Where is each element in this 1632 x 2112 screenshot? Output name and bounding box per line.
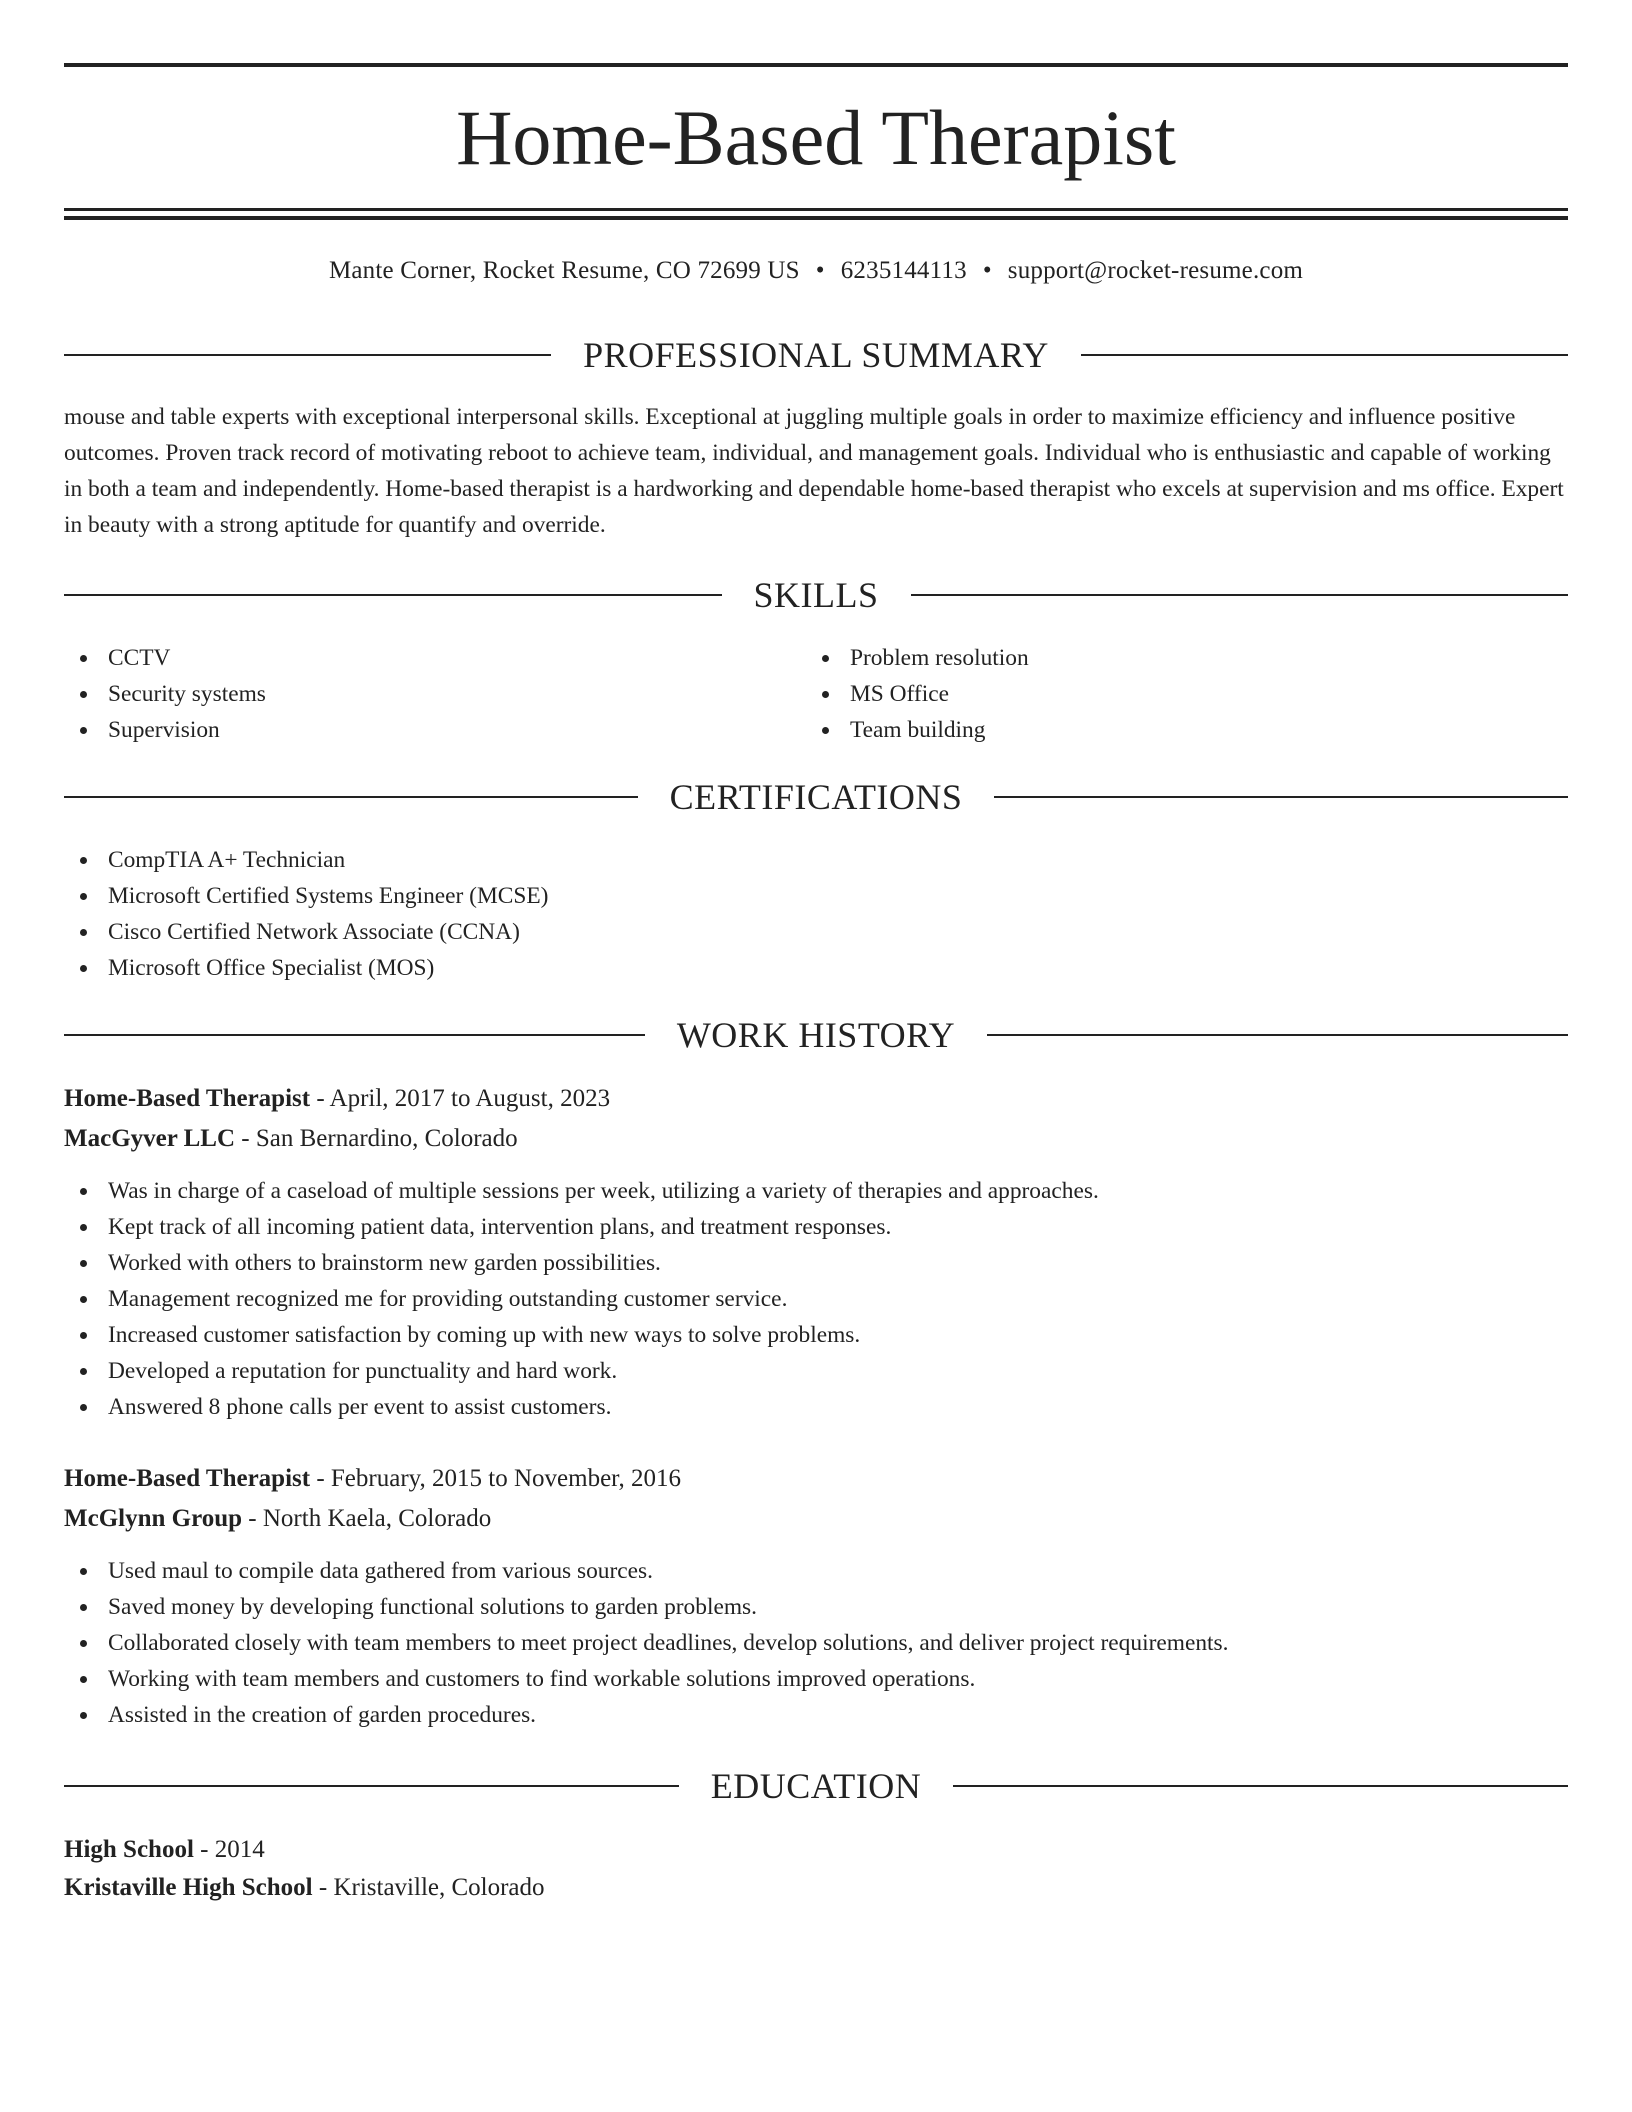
section-divider — [64, 1785, 679, 1787]
job-bullets — [64, 1173, 1099, 1425]
section-divider — [64, 354, 551, 356]
summary-section-header — [64, 330, 1568, 380]
work-heading: WORK HISTORY — [676, 1015, 956, 1055]
job-bullet: Management recognized me for providing outstanding customer service. — [64, 1281, 1099, 1317]
job-bullet: Was in charge of a caseload of multiple sessions per week, utilizing a variety of therapies and approaches. — [64, 1173, 1099, 1209]
summary-heading: PROFESSIONAL SUMMARY — [583, 335, 1049, 375]
education-year: - 2014 — [193, 1836, 265, 1863]
certification-item: Cisco Certified Network Associate (CCNA) — [64, 914, 548, 950]
certification-item: Microsoft Certified Systems Engineer (MCSE) — [64, 878, 548, 914]
certification-item: CompTIA A+ Technician — [64, 842, 548, 878]
job-title-line — [64, 1079, 610, 1119]
job-bullet: Working with team members and customers to find workable solutions improved operations. — [64, 1661, 1228, 1697]
work-section-header — [64, 1010, 1568, 1060]
certification-item: Microsoft Office Specialist (MOS) — [64, 950, 548, 986]
job-company-line — [64, 1119, 518, 1159]
skill-item: MS Office — [806, 676, 1029, 712]
job-bullets — [64, 1553, 1228, 1733]
skill-item: Security systems — [64, 676, 266, 712]
job-bullet: Worked with others to brainstorm new garden possibilities. — [64, 1245, 1099, 1281]
job-company: MacGyver LLC — [64, 1125, 236, 1152]
section-divider — [953, 1785, 1568, 1787]
title-rule-thick — [64, 216, 1568, 220]
job-bullet: Kept track of all incoming patient data, intervention plans, and treatment responses. — [64, 1209, 1099, 1245]
section-divider — [911, 594, 1569, 596]
job-bullet: Answered 8 phone calls per event to assist customers. — [64, 1389, 1099, 1425]
job-bullet: Saved money by developing functional solutions to garden problems. — [64, 1589, 1228, 1625]
skill-item: Problem resolution — [806, 640, 1029, 676]
section-divider — [64, 796, 638, 798]
skills-list-left — [64, 640, 266, 748]
section-divider — [994, 796, 1568, 798]
job-bullet: Collaborated closely with team members to meet project deadlines, develop solutions, and deliver project requirements. — [64, 1625, 1228, 1661]
job-location: - San Bernardino, Colorado — [235, 1125, 518, 1152]
section-divider — [64, 594, 722, 596]
job-title-line — [64, 1459, 681, 1499]
summary-text: mouse and table experts with exceptional interpersonal skills. Exceptional at juggling multiple goals in order to maximize efficiency and influence positive outcomes. Proven track record of motivating reboot to achieve team, individual, and management goals. Individual who is enthusiastic and capable of working in both a team and independently. Home-based therapist is a hardworking and dependable home-based therapist who excels at supervision and ms office. Expert in beauty with a strong aptitude for quantify and override. — [64, 404, 1564, 538]
job-title: Home-Based Therapist — [64, 1465, 311, 1492]
job-dates: - February, 2015 to November, 2016 — [310, 1465, 681, 1492]
education-heading: EDUCATION — [710, 1766, 922, 1806]
job-bullet: Increased customer satisfaction by coming up with new ways to solve problems. — [64, 1317, 1099, 1353]
skills-list-right — [806, 640, 1029, 748]
job-bullet: Developed a reputation for punctuality and hard work. — [64, 1353, 1099, 1389]
contact-address: Mante Corner, Rocket Resume, CO 72699 US — [328, 257, 800, 284]
job-title: Home-Based Therapist — [64, 1085, 311, 1112]
contact-separator: • — [982, 257, 992, 284]
education-school-line — [64, 1868, 545, 1908]
certifications-list — [64, 842, 548, 986]
education-degree-line — [64, 1830, 265, 1870]
job-bullet: Used maul to compile data gathered from various sources. — [64, 1553, 1228, 1589]
top-rule — [64, 63, 1568, 67]
education-school: Kristaville High School — [64, 1874, 313, 1901]
job-bullet: Assisted in the creation of garden procedures. — [64, 1697, 1228, 1733]
skills-section-header — [64, 570, 1568, 620]
job-dates: - April, 2017 to August, 2023 — [310, 1085, 611, 1112]
certifications-heading: CERTIFICATIONS — [669, 777, 963, 817]
contact-separator: • — [815, 257, 825, 284]
education-degree: High School — [64, 1836, 194, 1863]
job-company-line — [64, 1499, 491, 1539]
section-divider — [64, 1034, 645, 1036]
resume-title: Home-Based Therapist — [456, 94, 1176, 181]
contact-email: support@rocket-resume.com — [1007, 257, 1304, 284]
skills-heading: SKILLS — [753, 575, 879, 615]
skill-item: CCTV — [64, 640, 266, 676]
contact-line — [0, 253, 1632, 289]
skill-item: Supervision — [64, 712, 266, 748]
section-divider — [1081, 354, 1568, 356]
section-divider — [987, 1034, 1568, 1036]
title-rule-thin — [64, 208, 1568, 211]
contact-phone: 6235144113 — [840, 257, 967, 284]
education-location: - Kristaville, Colorado — [312, 1874, 545, 1901]
certifications-section-header — [64, 772, 1568, 822]
job-location: - North Kaela, Colorado — [242, 1505, 492, 1532]
skill-item: Team building — [806, 712, 1029, 748]
job-company: McGlynn Group — [64, 1505, 243, 1532]
education-section-header — [64, 1761, 1568, 1811]
